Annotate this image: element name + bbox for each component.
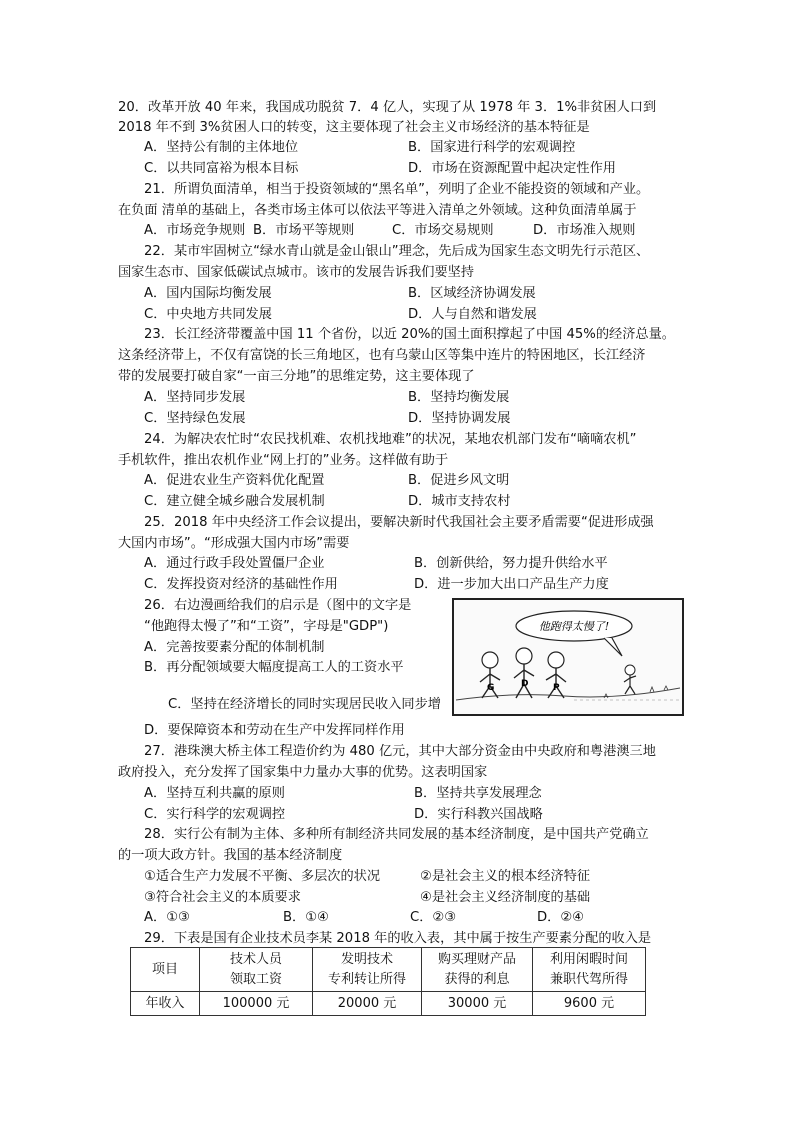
q26-stem-line2: “他跑得太慢了”和“工资”，字母是"GDP") [144,619,389,634]
q27-stem-line1: 27．港珠澳大桥主体工程造价约为 480 亿元，其中大部分资金由中央政府和粤港澳三地 [144,744,656,759]
q26-option-c: C．坚持在经济增长的同时实现居民收入同步增 [168,697,441,712]
q23-option-d: D．坚持协调发展 [408,411,511,426]
q28-stem-line2: 的一项大政方针。我国的基本经济制度 [118,848,343,863]
q21-stem-line2: 在负面 清单的基础上，各类市场主体可以依法平等进入清单之外领域。这种负面清单属于 [118,203,637,218]
q22-option-d: D．人与自然和谐发展 [408,307,537,322]
q27-option-b: B．坚持共享发展理念 [414,786,542,801]
income-table-header-row [131,948,646,992]
income-table [130,947,646,1016]
q28-option-c: C．②③ [410,910,457,925]
q28-item-3: ③符合社会主义的本质要求 [144,890,301,905]
col-1-line2: 领取工资 [229,971,282,987]
income-value-4: 9600 元 [533,992,646,1016]
q24-option-c: C．建立健全城乡融合发展机制 [144,494,325,509]
q28-item-1: ①适合生产力发展不平衡、多层次的状况 [144,869,381,884]
income-value-1: 100000 元 [200,992,313,1016]
q22-stem-line1: 22．某市牢固树立“绿水青山就是金山银山”理念，先后成为国家生态文明先行示范区、 [144,244,650,259]
q23-stem-line2: 这条经济带上，不仅有富饶的长三角地区，也有乌蒙山区等集中连片的特困地区，长江经济 [118,348,646,363]
q28-option-a: A．①③ [144,910,190,925]
income-table-col-3 [422,948,533,992]
speech-bubble-text: 他跑得太慢了! [538,620,610,633]
q26-cartoon [452,598,684,716]
q23-option-c: C．坚持绿色发展 [144,411,246,426]
q28-stem-line1: 28．实行公有制为主体、多种所有制经济共同发展的基本经济制度，是中国共产党确立 [144,827,649,842]
runner-g [480,652,500,698]
q20-option-a: A．坚持公有制的主体地位 [144,140,299,155]
col-4-line2: 兼职代驾所得 [549,971,628,987]
q21-option-d: D．市场准入规则 [533,223,636,238]
q26-option-a: A．完善按要素分配的体制机制 [144,640,325,655]
income-table-col-1 [200,948,313,992]
q28-item-4: ④是社会主义经济制度的基础 [420,890,591,905]
q24-option-b: B．促进乡风文明 [408,473,510,488]
q28-item-2: ②是社会主义的根本经济特征 [420,869,591,884]
q22-stem-line2: 国家生态市、国家低碳试点城市。该市的发展告诉我们要坚持 [118,265,475,280]
runner-d [514,648,534,698]
income-table-header-label: 项目 [131,948,200,992]
col-3-line1: 购买理财产品 [437,951,516,967]
q28-option-b: B．①④ [283,910,329,925]
q29-stem-line1: 29．下表是国有企业技术员李某 2018 年的收入表，其中属于按生产要素分配的收入是 [144,931,652,946]
runner-p [546,652,566,698]
q25-option-d: D．进一步加大出口产品生产力度 [414,577,609,592]
q20-option-d: D．市场在资源配置中起决定性作用 [408,161,616,176]
q25-stem-line1: 25．2018 年中央经济工作会议提出，要解决新时代我国社会主要矛盾需要“促进形成强 [144,515,654,530]
q23-stem-line1: 23．长江经济带覆盖中国 11 个省份，以近 20%的国土面积撑起了中国 45%的经济总量。 [144,327,675,342]
q25-option-c: C．发挥投资对经济的基础性作用 [144,577,338,592]
col-1-line1: 技术人员 [229,951,282,967]
col-4-line1: 利用闲暇时间 [549,951,628,967]
q24-option-d: D．城市支持农村 [408,494,511,509]
q21-option-b: B．市场平等规则 [253,223,355,238]
runner-wages [624,665,636,694]
q27-option-a: A．坚持互利共赢的原则 [144,786,285,801]
q20-stem-line1: 20．改革开放 40 年来，我国成功脱贫 7．4 亿人，实现了从 1978 年 3．1%非贫困人口到 [118,100,657,115]
q23-stem-line3: 带的发展要打破自家“一亩三分地”的思维定势，这主要体现了 [118,369,475,384]
q24-stem-line2: 手机软件，推出农机作业“网上打的”业务。这样做有助于 [118,453,449,468]
q25-option-a: A．通过行政手段处置僵尸企业 [144,556,325,571]
q25-stem-line2: 大国内市场”。“形成强大国内市场”需要 [118,536,350,551]
q21-option-a: A．市场竞争规则 [144,223,246,238]
income-table-row [131,992,646,1016]
q26-option-d: D．要保障资本和劳动在生产中发挥同样作用 [144,723,405,738]
q20-option-c: C．以共同富裕为根本目标 [144,161,299,176]
income-table-col-2 [313,948,422,992]
q21-stem-line1: 21．所谓负面清单，相当于投资领域的“黑名单”，列明了企业不能投资的领域和产业。 [144,182,650,197]
q24-stem-line1: 24．为解决农忙时“农民找机难、农机找地难”的状况，某地农机部门发布“嘀嘀农机” [144,432,637,447]
q26-stem-line1: 26．右边漫画给我们的启示是（图中的文字是 [144,598,412,613]
q23-option-b: B．坚持均衡发展 [408,390,510,405]
q27-option-d: D．实行科教兴国战略 [414,807,543,822]
q21-option-c: C．市场交易规则 [392,223,494,238]
letter-p: P [553,683,560,693]
q22-option-b: B．区域经济协调发展 [408,286,536,301]
q26-option-b: B．再分配领域要大幅度提高工人的工资水平 [144,660,404,675]
col-2-line1: 发明技术 [340,951,393,967]
income-value-3: 30000 元 [422,992,533,1016]
q22-option-c: C．中央地方共同发展 [144,307,272,322]
q20-stem-line2: 2018 年不到 3%贫困人口的转变，这主要体现了社会主义市场经济的基本特征是 [118,120,590,135]
col-2-line2: 专利转让所得 [327,971,406,987]
q24-option-a: A．促进农业生产资料优化配置 [144,473,325,488]
speech-bubble-tail [604,638,622,656]
income-table-row-label: 年收入 [131,992,200,1016]
q20-option-b: B．国家进行科学的宏观调控 [408,140,576,155]
q27-option-c: C．实行科学的宏观调控 [144,807,286,822]
col-3-line2: 获得的利息 [444,971,510,987]
q28-option-d: D．②④ [537,910,584,925]
q25-option-b: B．创新供给，努力提升供给水平 [414,556,608,571]
letter-g: G [487,683,495,693]
cartoon-drawing [454,600,682,714]
q23-option-a: A．坚持同步发展 [144,390,246,405]
letter-d: D [521,679,529,689]
income-table-col-4 [533,948,646,992]
income-value-2: 20000 元 [313,992,422,1016]
q27-stem-line2: 政府投入，充分发挥了国家集中力量办大事的优势。这表明国家 [118,765,488,780]
q22-option-a: A．国内国际均衡发展 [144,286,272,301]
